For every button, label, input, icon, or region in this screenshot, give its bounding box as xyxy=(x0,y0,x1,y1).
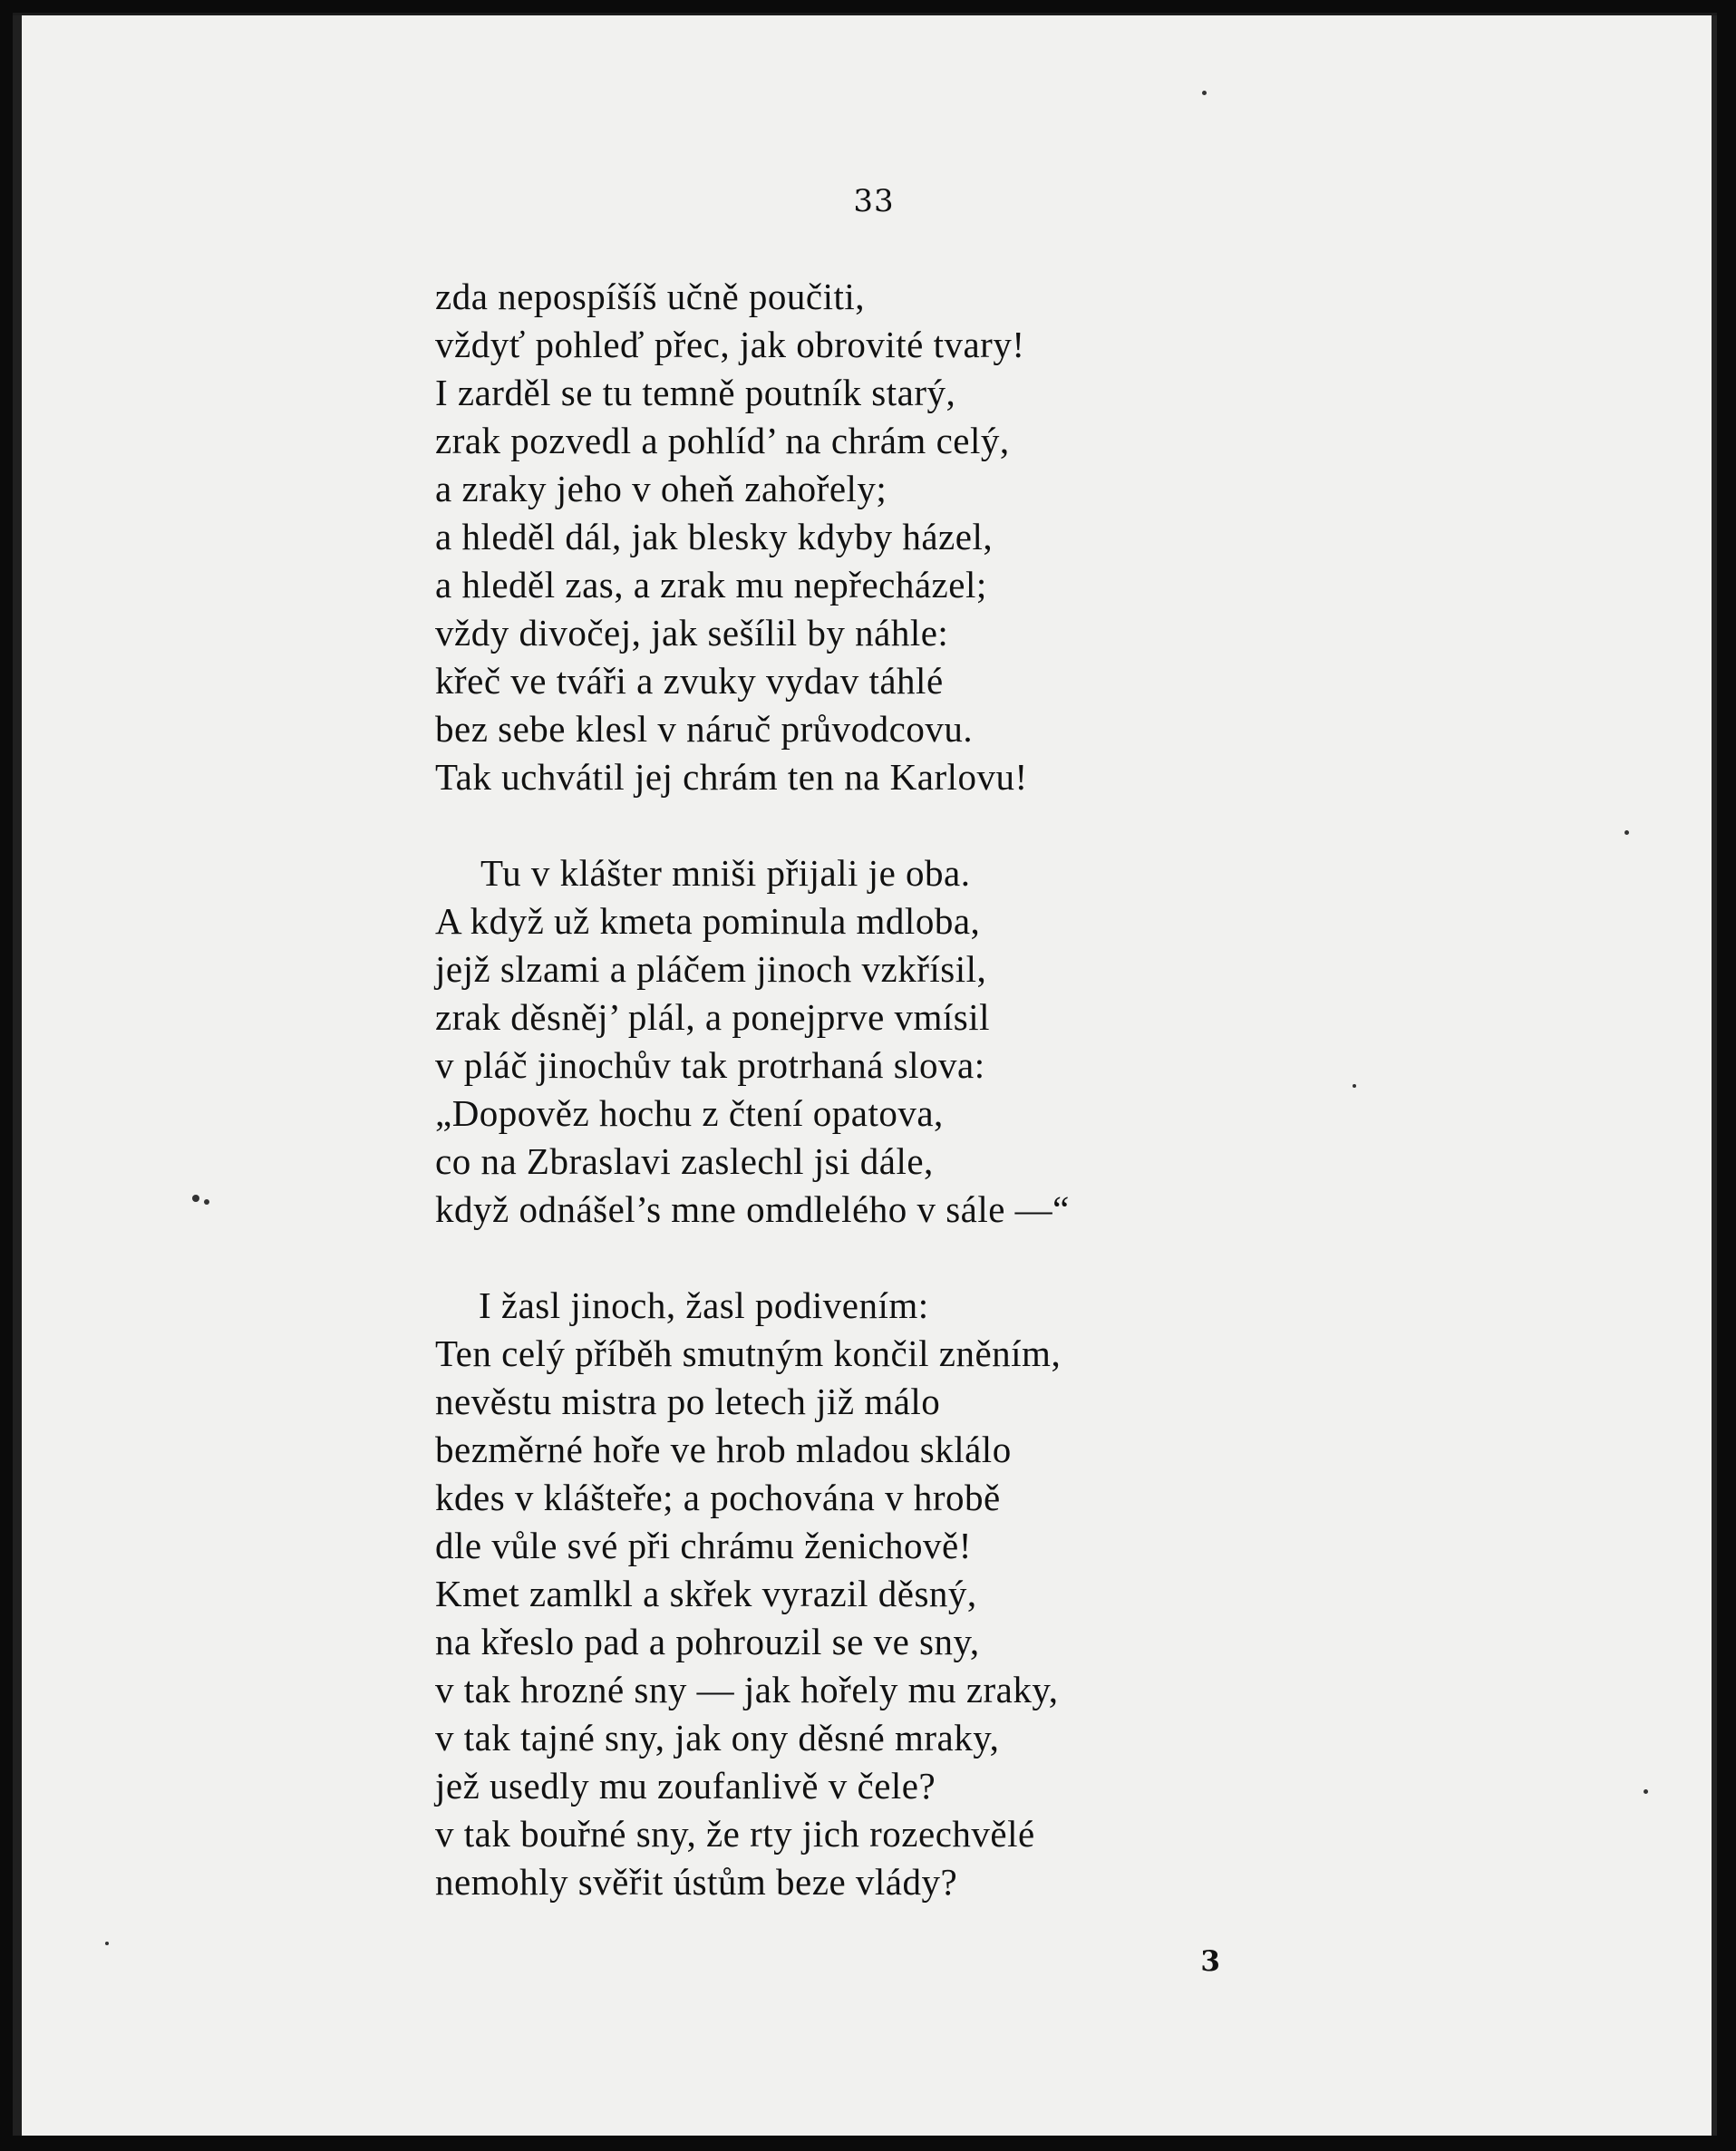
poem-line: bezměrné hoře ve hrob mladou sklálo xyxy=(435,1429,1012,1470)
poem-line: Tak uchvátil jej chrám ten na Karlovu! xyxy=(435,756,1028,798)
scan-speck xyxy=(192,1195,199,1202)
scan-speck xyxy=(1624,830,1629,835)
poem-line: v pláč jinochův tak protrhaná slova: xyxy=(435,1044,985,1086)
page-number: 33 xyxy=(853,183,895,219)
page-top-edge xyxy=(13,13,1717,15)
poem-line: vždyť pohleď přec, jak obrovité tvary! xyxy=(435,324,1025,365)
book-page xyxy=(13,13,1717,2136)
scan-speck xyxy=(105,1942,109,1945)
poem-line: a zraky jeho v oheň zahořely; xyxy=(435,468,887,509)
poem-line: a hleděl zas, a zrak mu nepřecházel; xyxy=(435,564,987,606)
stanza-2 xyxy=(435,849,1342,1234)
poem-line: zda nepospíšíš učně poučiti, xyxy=(435,276,866,317)
poem-line: nevěstu mistra po letech již málo xyxy=(435,1381,941,1422)
poem-text xyxy=(435,273,1342,1906)
page-left-edge xyxy=(13,13,22,2136)
poem-line: křeč ve tváři a zvuky vydav táhlé xyxy=(435,660,944,702)
page-right-edge xyxy=(1712,13,1717,2136)
poem-line: Tu v klášter mniši přijali je oba. xyxy=(480,852,971,894)
poem-line: zrak pozvedl a pohlíd’ na chrám celý, xyxy=(435,420,1010,461)
poem-line: A když už kmeta pominula mdloba, xyxy=(435,900,981,942)
stanza-3 xyxy=(435,1282,1342,1906)
poem-line: vždy divočej, jak sešílil by náhle: xyxy=(435,612,949,654)
poem-line: „Dopověz hochu z čtení opatova, xyxy=(435,1092,944,1134)
poem-line: a hleděl dál, jak blesky kdyby házel, xyxy=(435,516,994,557)
poem-line: v tak hrozné sny — jak hořely mu zraky, xyxy=(435,1669,1059,1710)
poem-line: v tak tajné sny, jak ony děsné mraky, xyxy=(435,1717,1000,1759)
scan-speck xyxy=(204,1199,209,1205)
poem-line: jež usedly mu zoufanlivě v čele? xyxy=(435,1765,936,1807)
poem-line: Ten celý příběh smutným končil zněním, xyxy=(435,1332,1062,1374)
poem-line: zrak děsněj’ plál, a ponejprve vmísil xyxy=(435,996,991,1038)
poem-line: jejž slzami a pláčem jinoch vzkřísil, xyxy=(435,948,987,990)
poem-line: na křeslo pad a pohrouzil se ve sny, xyxy=(435,1621,980,1662)
scan-speck xyxy=(1202,91,1207,95)
poem-line: co na Zbraslavi zaslechl jsi dále, xyxy=(435,1140,934,1182)
poem-line: I zarděl se tu temně poutník starý, xyxy=(435,372,956,413)
poem-line: dle vůle své při chrámu ženichově! xyxy=(435,1525,972,1566)
stanza-1 xyxy=(435,273,1342,801)
scan-speck xyxy=(1353,1084,1356,1088)
poem-line: v tak bouřné sny, že rty jich rozechvělé xyxy=(435,1813,1035,1855)
scan-speck xyxy=(1644,1789,1648,1794)
poem-line: když odnášel’s mne omdlelého v sále —“ xyxy=(435,1188,1070,1230)
poem-line: bez sebe klesl v náruč průvodcovu. xyxy=(435,708,974,750)
poem-line: Kmet zamlkl a skřek vyrazil děsný, xyxy=(435,1573,977,1614)
poem-line: nemohly svěřit ústům beze vlády? xyxy=(435,1861,958,1903)
poem-line: I žasl jinoch, žasl podivením: xyxy=(479,1284,929,1326)
poem-line: kdes v klášteře; a pochována v hrobě xyxy=(435,1477,1001,1518)
signature-mark: 3 xyxy=(1200,1945,1220,1978)
